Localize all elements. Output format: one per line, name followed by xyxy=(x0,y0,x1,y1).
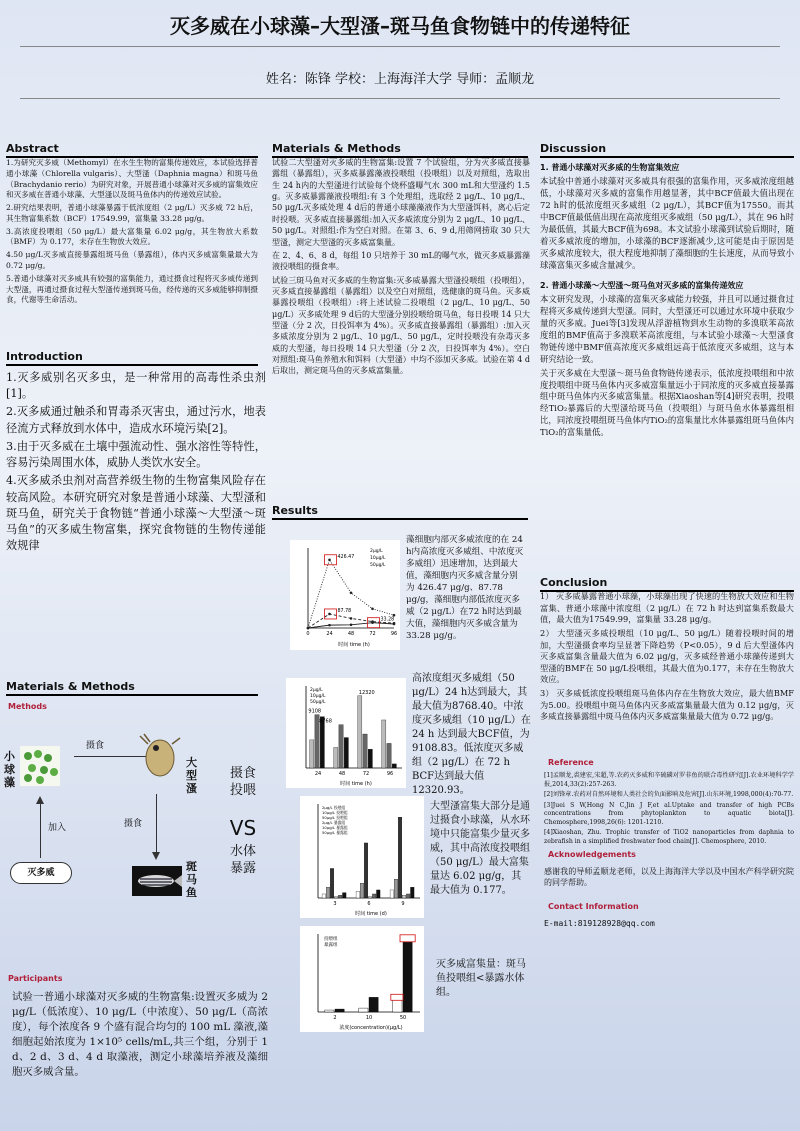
bar xyxy=(394,879,398,898)
authors-line: 姓名：陈锋 学校：上海海洋大学 导师：孟顺龙 xyxy=(265,72,535,87)
x-tick-label: 96 xyxy=(390,631,398,637)
bar xyxy=(393,1000,402,1012)
bar xyxy=(356,891,360,898)
materials-mid-p2: 在 2、4、6、8 d，每组 10 只培养于 30 mL的曝气水，做灭多威暴露藻液投喂组的摄食率。 xyxy=(272,250,530,272)
bar xyxy=(376,890,380,898)
x-axis-label: 时间 time (h) xyxy=(338,642,370,648)
result-text-1: 藻细胞内部灭多威浓度的在 24 h内高浓度灭多威组、中浓度灭多威组）迅速增加，达到最大值，藻细胞内灭多威含量分别为 426.47 μg/g、87.78 μg/g，藻细胞内部低浓度灭多威（2 μg/L）在72 h时达到最大值，藻细胞内灭多威含量为 33.28 μg/g。 xyxy=(406,535,524,642)
x-tick-label: 6 xyxy=(367,901,371,907)
bar xyxy=(363,734,367,768)
vs-top-text: 摄食投喂 xyxy=(229,766,256,798)
vs-text: VS xyxy=(229,816,257,840)
eat-arrow-2 xyxy=(156,794,157,854)
legend-entry: 2μg/L xyxy=(310,688,323,693)
x-tick-label: 48 xyxy=(347,631,355,637)
bar xyxy=(392,764,396,768)
x-axis-label: 浓度(concentration)(μg/L) xyxy=(339,1025,403,1031)
chart-algae-bcf xyxy=(286,678,406,788)
discussion-h1: 1. 普通小球藻对灭多威的生物富集效应 xyxy=(540,163,680,172)
header-divider-2 xyxy=(20,98,780,99)
x-tick-label: 9 xyxy=(401,901,405,907)
vs-bottom-text: 水体暴露 xyxy=(229,844,256,876)
data-point xyxy=(350,592,353,595)
data-point xyxy=(371,608,374,611)
discussion-p3: 关于灭多威在大型溞～斑马鱼食物链传递表示，低浓度投喂组和中浓度投喂组中斑马鱼体内灭多威富集量远小于同浓度的灭多威直接暴露组中斑马鱼体内灭多威富集量。根据Xiaoshan等[4]研究表明，投喂经TiO₂暴露后的大型溞给斑马鱼（投喂组）与斑马鱼水体暴露组相比，同浓度投喂组斑马鱼体内TiO₂的富集量比水体暴露组斑马鱼体内TiO₂的富集量低。 xyxy=(540,367,794,438)
materials-mid-p3: 试验三斑马鱼对灭多威的生物富集:灭多威暴露大型溞投喂组（投喂组），灭多威直接暴露组（暴露组）以及空白对照组，选健康的斑马鱼。灭多威暴露投喂组（投喂组）:将上述试验二投喂组（2 μg/L、10 μg/L、50 μg/L）灭多威处理 9 d后的大型溞分别投喂给斑马鱼，每日投喂 14 只大型溞（分 2 次，日投饵率为 4%）。灭多威直接暴露组（暴露组）:加入灭多威浓度分别为 2 μg/L、10 μg/L、50 μg/L，定时投喂没有杂毒灭多威的大型溞，每日投喂 14 只大型溞（分 2 次，日投饵率为 4%）。空白对照组:斑马鱼养殖水和饵料（大型溞）中均不添加灭多威。试验在第 4 d后取出，测定斑马鱼的灭多威富集量。 xyxy=(272,275,530,376)
bar xyxy=(390,890,394,898)
intro-p1: 1.灭多威别名灭多虫，是一种常用的高毒性杀虫剂[1]。 xyxy=(6,371,266,401)
bar xyxy=(330,868,334,898)
add-label: 加入 xyxy=(48,823,67,833)
abstract-p5: 5.普通小球藻对灭多威具有较强的富集能力，通过摄食过程将灭多威传递到大型溞，再通过摄食过程大型溞传递到斑马鱼，经传递的灭多威能够抑制摄食，代谢等生命活动。 xyxy=(6,273,258,305)
materials-mid-text xyxy=(272,157,530,379)
materials-left-heading: Materials & Methods xyxy=(6,680,258,696)
data-point xyxy=(393,614,396,617)
discussion-text xyxy=(540,158,794,441)
conclusion-p3: 3） 灭多威低浓度投喂组斑马鱼体内存在生物放大效应，最大值BMF为5.00。投喂组中斑马鱼体内灭多威富集量最大值为 0.12 μg/g，灭多威直接暴露组中斑马鱼体内灭多威富集量最大值为 0.72 μg/g。 xyxy=(540,688,794,722)
data-point xyxy=(307,627,310,630)
x-tick-label: 3 xyxy=(333,901,337,907)
bar xyxy=(360,883,364,898)
x-tick-label: 0 xyxy=(306,631,310,637)
bar xyxy=(335,1009,344,1012)
reference-2: [2]刘锋章.农药对自然环境和人类社会的负面影响及危害[J].山东环境,1998,000(4):70-77. xyxy=(544,791,794,799)
zebrafish-image xyxy=(132,866,182,896)
bar xyxy=(310,740,314,768)
introduction-text xyxy=(6,370,266,557)
data-label: 9108 xyxy=(308,708,322,715)
chart-fish-accumulation xyxy=(300,926,424,1032)
data-label: 8768 xyxy=(319,718,332,725)
chart-bg xyxy=(300,796,424,918)
ack-subheading: Acknowledgements xyxy=(548,850,636,859)
intro-p4: 4.灭多威杀虫剂对高营养级生物的生物富集风险存在较高风险。本研究研究对象是普通小球藻、大型溞和斑马鱼，研究关于食物链“普通小球藻～大型溞～斑马鱼”的灭多威生物富集，探究食物链的生物传递能效规律 xyxy=(6,474,266,553)
reference-3: [3]Juei S W,Hong N C,Jin J F,et al.Uptake and transfer of high PCBs concentrations from phytoplankton to aquatic biota[J]. Chemosphere,1998,26(6): 1201-1210. xyxy=(544,801,794,826)
discussion-heading: Discussion xyxy=(540,142,794,158)
acknowledgements-text: 感谢我的导师孟顺龙老师，以及上海海洋大学以及中国水产科学研究院的同学帮助。 xyxy=(544,867,794,888)
legend-entry: 暴露组 xyxy=(324,943,338,948)
bar xyxy=(325,1010,334,1012)
result-text-2: 高浓度组灭多威组（50 μg/L）24 h达到最大，其最大值为8768.40。中浓度灭多威组（10 μg/L）在 24 h 达到最大BCF值，为9108.83。低浓度灭多威组（2 μg/L）在 72 h BCF达到最大值12320.93。 xyxy=(412,673,531,796)
x-tick-label: 96 xyxy=(386,771,394,777)
x-tick-label: 2 xyxy=(333,1015,337,1021)
legend-entry: 50μg/L xyxy=(310,700,326,705)
abstract-p3: 3.高浓度投喂组（50 μg/L）最大富集量 6.02 μg/g，其生物放大系数（BMF）为 0.177，未存在生物放大效应。 xyxy=(6,226,258,247)
x-tick-label: 50 xyxy=(399,1015,407,1021)
legend-entry: 10μg/L xyxy=(370,556,386,561)
bar xyxy=(368,749,372,768)
abstract-heading: Abstract xyxy=(6,142,258,158)
x-axis-label: 时间 time (h) xyxy=(340,781,372,787)
legend-entry: 50μg/L xyxy=(370,563,386,568)
bar xyxy=(364,843,368,898)
conclusion-p1: 1） 灭多威暴露普通小球藻，小球藻出现了快速的生物放大效应和生物富集、普通小球藻中浓度组（2 μg/L）在 72 h 时达到富集系数最大值，最大值为17549.99，富集量 33.28 μg/g。 xyxy=(540,591,794,625)
methods-subheading: Methods xyxy=(8,702,47,711)
bar xyxy=(358,696,362,768)
legend-entry: 2μg/L 投喂组 xyxy=(322,805,346,810)
data-point xyxy=(328,558,331,561)
bar xyxy=(382,720,386,768)
daphnia-image xyxy=(138,732,182,780)
x-tick-label: 10 xyxy=(365,1015,373,1021)
bar xyxy=(334,897,338,898)
references-list xyxy=(544,772,794,848)
bar xyxy=(403,942,412,1012)
legend-entry: 50μg/L 投喂组 xyxy=(322,815,348,820)
participants-text: 试验一普通小球藻对灭多威的生物富集:设置灭多威为 2 μg/L（低浓度）、10 μg/L（中浓度）、50 μg/L（高浓度），每个浓度各 9 个盛有混合均匀的 100 mL 藻液,藻细胞起始浓度为 1×10⁵ cells/mL,共三个组，分别于 1 d、2 d、3 d、4 d 取藻液，测定小球藻培养液及藻细胞灭多威含量。 xyxy=(12,991,268,1079)
poster-title: 灭多威在小球藻–大型溞–斑马鱼食物链中的传递特征 xyxy=(170,14,630,38)
add-arrow xyxy=(40,800,41,858)
bar xyxy=(368,897,372,898)
bar xyxy=(402,895,406,898)
conclusion-p2: 2） 大型溞灭多威投喂组（10 μg/L、50 μg/L）随着投喂时间的增加，大型溞摄食率均呈显著下降趋势（P<0.05），9 d 后大型溞体内灭多威富集含量最大值为 6.02 μg/g，灭多威经普通小球藻传递到大型溞的BMF在 50 μg/L投喂组，其最大值为0.177，未存在生物放大效应。 xyxy=(540,627,794,685)
fish-label: 斑马鱼 xyxy=(186,860,197,900)
intro-p3: 3.由于灭多威在土壤中强流动性、强水溶性等特性，容易污染周围水体，威胁人类饮水安全。 xyxy=(6,439,266,470)
reference-4: [4]Xiaoshan, Zhu. Trophic transfer of TiO2 nanoparticles from daphnia to zebrafish in a simplified freshwater food chain[J]. Chemosphere, 2010. xyxy=(544,829,794,845)
data-point xyxy=(328,624,331,627)
data-point xyxy=(328,613,331,616)
data-point xyxy=(371,620,374,623)
bar xyxy=(344,738,348,768)
abstract-p2: 2.研究结果表明，普通小球藻暴露于低浓度组（2 μg/L）灭多威 72 h后，其生物富集系数（BCF）17549.99，富集量 33.28 μg/g。 xyxy=(6,203,258,223)
x-tick-label: 24 xyxy=(326,631,333,637)
legend-entry: 50μg/L 暴露组 xyxy=(322,830,348,835)
eat-arrow-2-head xyxy=(152,852,160,860)
discussion-p2: 本文研究发现，小球藻的富集灭多威能力较强，并且可以通过摄食过程将灭多威传递到大型溞。同时，大型溞还可以通过水环境中获取少量的灭多威。Juei等[3]发现从浮游植物到水生动物的多溴联苯高浓度组的BMF值高于多溴联苯高浓度组，与本试验小球藻～大型溞食物链传递中BMF值高浓度灭多威组远高于低浓度灭多威组，这与本研究结论一致。 xyxy=(540,294,794,364)
introduction-heading: Introduction xyxy=(6,350,258,366)
conclusion-heading: Conclusion xyxy=(540,576,794,592)
discussion-p1: 本试验中普通小球藻对灭多威具有很强的富集作用，灭多威浓度组越低，小球藻对灭多威的富集作用越显著，其中BCF值最大值出现在 72 h时的低浓度组灭多威组（2 μg/L），其BCF值为17550。而其中BCF值最低值出现在高浓度组灭多威组（50 μg/L），其在 96 h时为最低值，其最大BCF值为698。本文试验小球藻到试验后期时，随着灭多威浓度的增加，小球藻的BCF逐渐减少,这可能是由于原因是灭多威浓度较大，很大程度地抑制了藻细胞的生长速度，从而导致小球藻富集灭多威含量减少。 xyxy=(540,176,794,270)
header-divider xyxy=(20,46,780,47)
algae-image xyxy=(20,746,60,786)
participants-subheading: Participants xyxy=(8,974,63,983)
bar xyxy=(369,997,378,1012)
data-label: 426.47 xyxy=(337,554,355,560)
x-tick-label: 72 xyxy=(369,631,376,637)
legend-entry: 10μg/L 暴露组 xyxy=(322,825,348,830)
chart-daphnia-accumulation xyxy=(300,796,424,918)
pesticide-oval: 灭多威 xyxy=(10,862,72,884)
chart-algae-concentration xyxy=(290,540,400,650)
x-tick-label: 24 xyxy=(314,771,322,777)
data-point xyxy=(350,617,353,620)
eat-label-2: 摄食 xyxy=(124,819,143,829)
bar xyxy=(372,894,376,898)
x-tick-label: 72 xyxy=(362,771,370,777)
bar xyxy=(334,748,338,769)
daphnia-label: 大型溞 xyxy=(186,756,197,796)
legend-entry: 10μg/L 投喂组 xyxy=(322,810,348,815)
materials-mid-p1: 试验二大型溞对灭多威的生物富集:设置 7 个试验组，分为灭多威直接暴露组（暴露组），灭多威暴露藻液投喂组（投喂组）以及对照组，选取出生 24 h内的大型溞进行试验每个烧杯盛曝气水 300 mL和大型溞约 1.5 g。灭多威暴露藻液投喂组:有 3 个处理组，选取经 2 μg/L、10 μg/L、50 μg/L灭多威处理 4 d后的普通小球藻藻液作为大型溞饵料，离心后定时投喂。灭多威直接暴露组:加入灭多威浓度分别为 2 μg/L、10 μg/L、50 μg/L。对照组:作为空白对照。在第 3、6、9 d,用筛网捞取 30 只大型溞，测定大型溞的灭多威富集量。 xyxy=(272,158,530,247)
bar xyxy=(322,894,326,898)
bar xyxy=(326,887,330,898)
legend-entry: 投喂组 xyxy=(324,937,338,942)
result-text-3: 大型溞富集大部分是通过摄食小球藻，从水环境中只能富集少量灭多威，其中高浓度投喂组（50 μg/L）最大富集量达 6.02 μg/g，其最大值为 0.177。 xyxy=(430,801,530,896)
contact-email: E-mail:819128928@qq.com xyxy=(544,919,655,928)
contact-subheading: Contact Information xyxy=(548,902,639,911)
bar xyxy=(342,893,346,898)
x-tick-label: 48 xyxy=(338,771,346,777)
legend-entry: 2μg/L xyxy=(370,549,383,554)
bar xyxy=(387,743,391,768)
legend-entry: 2μg/L 暴露组 xyxy=(322,820,346,825)
algae-label: 小球藻 xyxy=(4,750,15,790)
add-arrow-head xyxy=(36,796,44,804)
bar xyxy=(338,895,342,898)
data-label: 33.28 xyxy=(380,617,395,623)
bar xyxy=(398,817,402,898)
legend-entry: 10μg/L xyxy=(310,694,326,699)
bar xyxy=(406,894,410,898)
abstract-p4: 4.50 μg/L灭多威直接暴露组斑马鱼（暴露组），体内灭多威富集量最大为 0.72 μg/g。 xyxy=(6,250,258,271)
reference-1: [1]孟顺龙,裘建宏,宋超,等.农药灭多威和辛硫磷对罗非鱼的联合毒性研究[J].农业环境科学学报,2014,33(2):257-263. xyxy=(544,772,794,788)
x-axis-label: 时间 time (d) xyxy=(355,911,387,917)
data-label: 87.78 xyxy=(337,608,352,614)
discussion-h2: 2. 普通小球藻～大型溞～斑马鱼对灭多威的富集传递效应 xyxy=(540,280,744,290)
result-text-4: 灭多威富集量：斑马鱼投喂组<暴露水体组。 xyxy=(436,959,526,998)
materials-mid-heading: Materials & Methods xyxy=(272,142,528,158)
food-chain-diagram xyxy=(4,720,266,970)
conclusion-text xyxy=(540,591,794,725)
data-point xyxy=(350,624,353,627)
intro-p2: 2.灭多威通过触杀和胃毒杀灭害虫，通过污水，地表径流方式释放到水体中，造成水环境污染[2]。 xyxy=(6,405,266,435)
bar xyxy=(339,725,343,768)
results-heading: Results xyxy=(272,504,528,520)
data-label: 12320 xyxy=(358,689,375,696)
bar xyxy=(359,1008,368,1012)
eat-label-1: 摄食 xyxy=(86,741,105,751)
abstract-text xyxy=(6,158,258,308)
bar xyxy=(410,887,414,898)
abstract-p1: 1.为研究灭多威（Methomyl）在水生生物的富集传递效应，本试验选择普通小球藻（Chlorella vulgaris）、大型溞（Daphnia magna）和斑马鱼（Brachydanio rerio）为研究对象，开展普通小球藻对灭多威的富集效应和灭多威在普通小球藻、大型溞以及斑马鱼体内的传递效应试验。 xyxy=(6,158,258,200)
reference-subheading: Reference xyxy=(548,758,594,767)
